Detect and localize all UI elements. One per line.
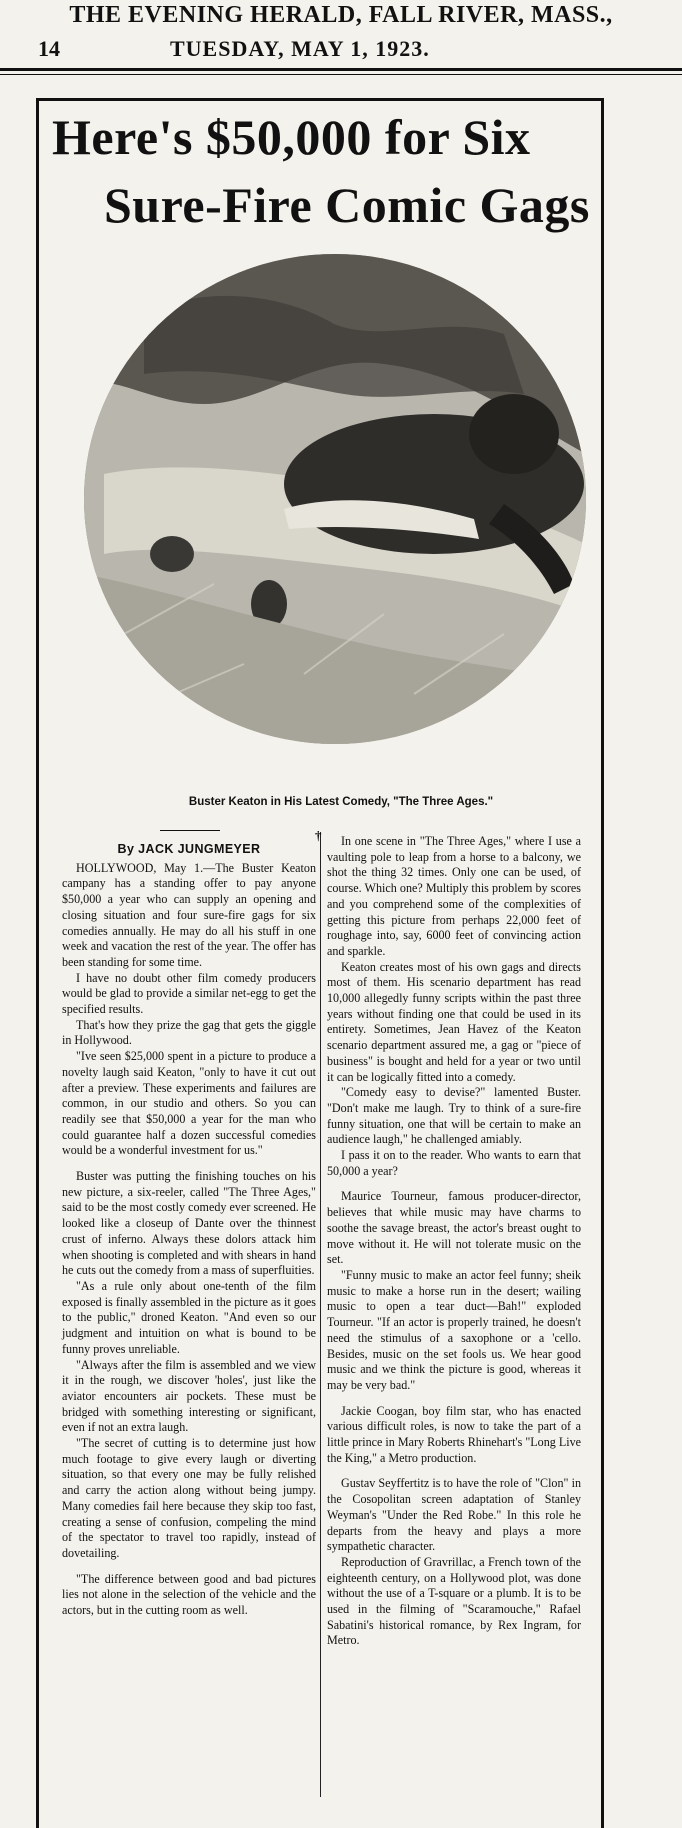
paragraph: "Ive seen $25,000 spent in a picture to produce a novelty laugh said Keaton, "only to have it cut out after a preview. These experiments and failures are common, in our studio and others. So you can readily see that $50,000 a year for the man who could guarantee half a dozen successful comedies would be a wonderful investment for us." xyxy=(62,1049,316,1158)
newspaper-name: THE EVENING HERALD, FALL RIVER, MASS., xyxy=(69,2,613,28)
masthead-rule-thick xyxy=(0,68,682,71)
paragraph: "The secret of cutting is to determine just how much footage to give every laugh or diverting situation, so that every one may be fully relished and carry the action along without being jumpy. Many comedies fail here because they skip too fast, creating a sense of confusion, compeling the mind of the spectator to travel too rapidly, instead of dovetailing. xyxy=(62,1436,316,1560)
paragraph: Buster was putting the finishing touches on his new picture, a six-reeler, called "The Three Ages," said to be the most costly comedy ever screened. He looked like a closeup of Dante over the thinnest crust of inferno. Always these dolors attack him when shooting is completed and with shears in hand he cuts out the comedy from a mass of superfluities. xyxy=(62,1169,316,1278)
photo-illustration xyxy=(84,254,586,744)
paragraph: I pass it on to the reader. Who wants to earn that 50,000 a year? xyxy=(327,1148,581,1178)
paragraph: HOLLYWOOD, May 1.—The Buster Keaton campany has a standing offer to pay anyone $50,000 a year who can supply an opening and closing situation and four sure-fire gags for six comedies annually. He may do all his stuff in one week and vacation the rest of the year. The offer has been standing for some time. xyxy=(62,860,316,969)
paragraph: That's how they prize the gag that gets the giggle in Hollywood. xyxy=(62,1017,316,1048)
photo-caption: Buster Keaton in His Latest Comedy, "The Three Ages." xyxy=(188,796,494,808)
paragraph: "Always after the film is assembled and we view it in the rough, we discover 'holes', just like the aviator encounters air pockets. These must be bridged with something interesting or significant, even if not an extra laugh. xyxy=(62,1357,316,1435)
headline-line-2: Sure-Fire Comic Gags xyxy=(104,177,590,233)
headline-line-1: Here's $50,000 for Six xyxy=(52,109,531,165)
masthead-rule-thin xyxy=(0,74,682,75)
paragraph: "Comedy easy to devise?" lamented Buster. "Don't make me laugh. Try to think of a sure-fire funny situation, one that will be certain to make an audience laugh," he challenged amiably. xyxy=(327,1085,581,1147)
byline: By JACK JUNGMEYER xyxy=(117,842,261,856)
caption-rule xyxy=(160,830,220,831)
left-column xyxy=(62,842,316,1802)
paragraph: "As a rule only about one-tenth of the film exposed is finally assembled in the picture as it goes to the public," droned Keaton. "And even so our judgment and intuition on what is bound to be funny proves unreliable. xyxy=(62,1278,316,1356)
paragraph: Jackie Coogan, boy film star, who has enacted various difficult roles, is now to take the part of a little prince in Mary Roberts Rhinehart's "Long Live the King," a Metro production. xyxy=(327,1403,581,1465)
paragraph: "The difference between good and bad pictures lies not alone in the selection of the vehicle and the actors, but in the cutting room as well. xyxy=(62,1571,316,1618)
paragraph: Gustav Seyffertitz is to have the role of "Clon" in the Cosopolitan screen adaptation of Stanley Weyman's "Under the Red Robe." In this role he departs from the heavy and plays a more sympathetic character. xyxy=(327,1476,581,1554)
paragraph: Keaton creates most of his own gags and directs most of them. His scenario department has read 10,000 allegedly funny scripts within the past three years without finding one that could be used in its entirety. Sometimes, Jean Havez of the Keaton scenario department assured me, a gag or "piece of business" is bought and held for a year or two until it can be logically fitted into a comedy. xyxy=(327,959,581,1084)
column-divider xyxy=(320,832,321,1797)
dagger-mark: † xyxy=(315,828,322,843)
paragraph: Maurice Tourneur, famous producer-director, believes that while music may have charms to soothe the savage breast, the actor's breast ought to move without it. He will not tolerate music on the set. xyxy=(327,1189,581,1267)
paragraph: I have no doubt other film comedy producers would be glad to provide a similar net-egg to get the specified results. xyxy=(62,970,316,1017)
issue-date: TUESDAY, MAY 1, 1923. xyxy=(170,36,430,61)
paragraph: In one scene in "The Three Ages," where I use a vaulting pole to leap from a horse to a balcony, we shot the thing 32 times. Only one can be used, of course. Which one? Multiply this problem by scores and you comprehend some of the complexities of getting this picture from perhaps 22,000 feet of roughage into, say, 6000 feet of convincing action and sparkle. xyxy=(327,834,581,958)
right-column xyxy=(327,834,581,1794)
photo-buster-keaton xyxy=(84,254,586,744)
newspaper-masthead xyxy=(0,0,682,78)
paragraph: "Funny music to make an actor feel funny; sheik music to make a horse run in the desert; wailing music to open a tear duct—Bah!" exploded Tourneur. "If an actor is properly trained, he doesn't need the stimulus of a saxophone or a 'cello. Besides, music on the set fools us. We hear good music and we think the picture is good, whereas it may be very bad." xyxy=(327,1267,581,1392)
page-number: 14 xyxy=(38,36,60,61)
paragraph: Reproduction of Gravrillac, a French town of the eighteenth century, on a Hollywood plot, was done without the use of a T-square or a plumb. It is to be used in the filming of "Scaramouche," Rafael Sabatini's historical romance, by Rex Ingram, for Metro. xyxy=(327,1554,581,1648)
